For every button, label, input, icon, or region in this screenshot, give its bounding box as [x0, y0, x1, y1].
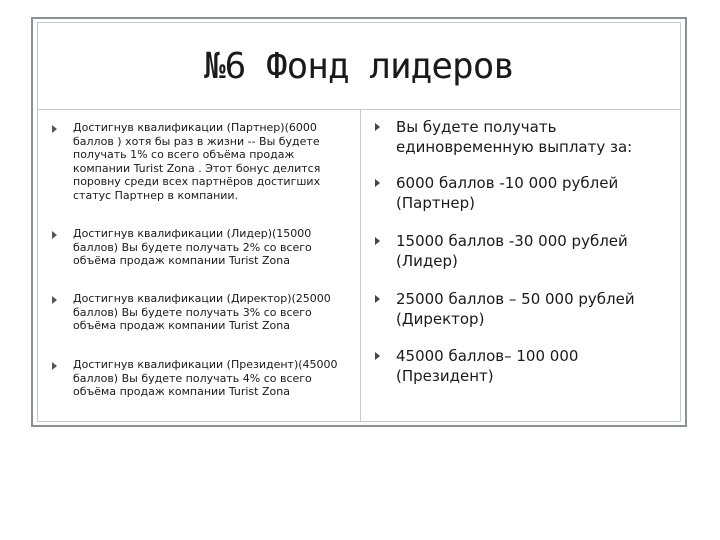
column-divider [360, 110, 361, 422]
bullet-arrow-icon [375, 352, 380, 360]
right-list-item-3 [375, 231, 696, 271]
bullet-arrow-icon [52, 362, 57, 370]
right-list-item-1 [375, 117, 696, 157]
bullet-arrow-icon [52, 231, 57, 239]
page-title: №6 Фонд лидеров [203, 45, 515, 87]
right-list-item-2 [375, 173, 696, 213]
left-item-text: Достигнув квалификации (Президент)(45000 баллов) Вы будете получать 4% со всего объёма продаж компании Turist Zona [73, 358, 338, 398]
left-item-text: Достигнув квалификации (Директор)(25000 баллов) Вы будете получать 3% со всего объёма продаж компании Turist Zona [73, 292, 331, 332]
bullet-arrow-icon [375, 237, 380, 245]
right-item-text: 15000 баллов -30 000 рублей (Лидер) [396, 232, 628, 270]
bullet-arrow-icon [375, 295, 380, 303]
bullet-arrow-icon [375, 179, 380, 187]
right-item-text: 25000 баллов – 50 000 рублей (Директор) [396, 290, 635, 328]
right-item-text: Вы будете получать единовременную выплату за: [396, 118, 633, 156]
left-list-item-4 [52, 358, 353, 399]
left-list-item-2 [52, 227, 353, 268]
bullet-arrow-icon [375, 123, 380, 131]
bullet-arrow-icon [52, 296, 57, 304]
bullet-arrow-icon [52, 125, 57, 133]
left-list-item-1 [52, 121, 353, 202]
right-list-item-4 [375, 289, 696, 329]
right-list-item-5 [375, 346, 696, 386]
left-item-text: Достигнув квалификации (Лидер)(15000 баллов) Вы будете получать 2% со всего объёма продаж компании Turist Zona [73, 227, 312, 267]
left-list-item-3 [52, 292, 353, 333]
right-item-text: 6000 баллов -10 000 рублей (Партнер) [396, 174, 619, 212]
title-box [37, 22, 681, 110]
right-item-text: 45000 баллов– 100 000 (Президент) [396, 347, 579, 385]
left-item-text: Достигнув квалификации (Партнер)(6000 баллов ) хотя бы раз в жизни -- Вы будете получать 1% со всего объёма продаж компании Turist Zona . Этот бонус делится поровну среди всех партнёров достигших статус Партнер в компании. [73, 121, 321, 202]
